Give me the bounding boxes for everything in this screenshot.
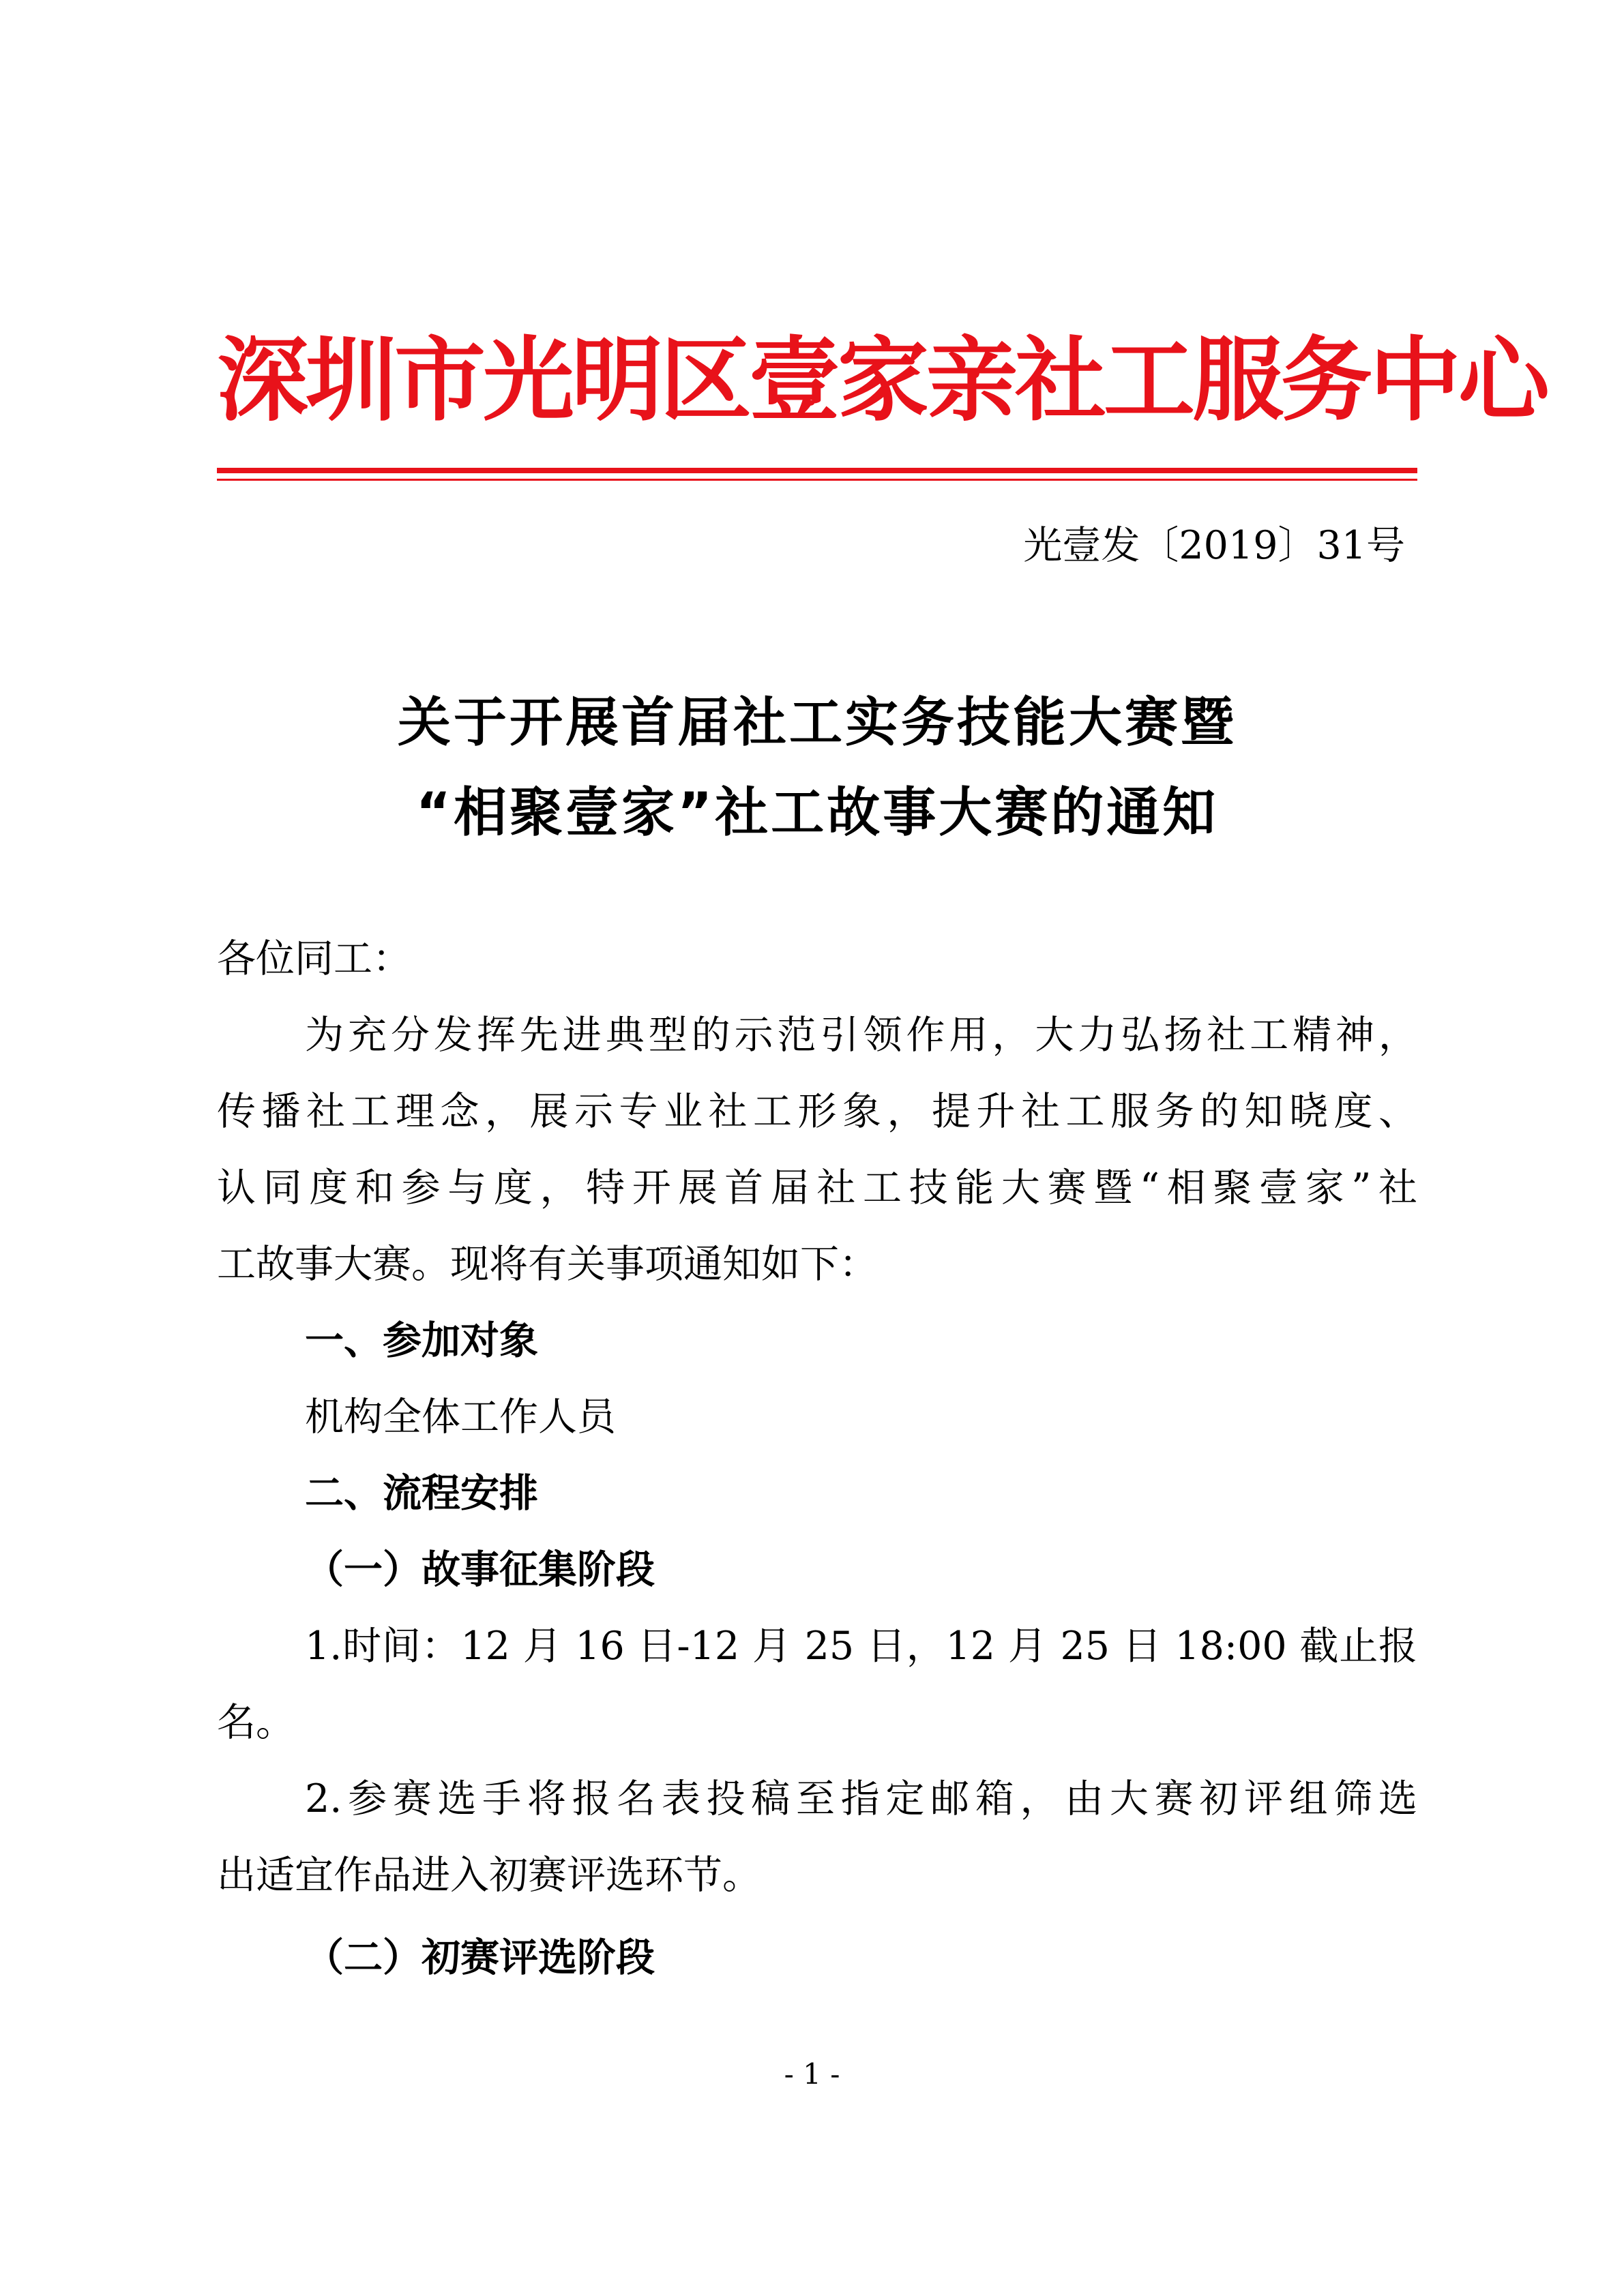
section-heading-schedule: 二、流程安排 — [305, 1471, 538, 1516]
document-title-line-1: 关于开展首届社工实务技能大赛暨 — [397, 692, 1237, 754]
subsection-heading-preliminary-review: （二）初赛评选阶段 — [305, 1935, 655, 1980]
header-red-rule-thin — [217, 479, 1417, 481]
document-number: 光壹发〔2019〕31号 — [1023, 523, 1405, 568]
document-title-line-2: “相聚壹家”社工故事大赛的通知 — [415, 782, 1219, 844]
schedule-item-1-line: 1.时间：12 月 16 日-12 月 25 日，12 月 25 日 18:00 截止报 — [305, 1624, 1417, 1669]
subsection-heading-story-collection: （一）故事征集阶段 — [305, 1547, 655, 1592]
section-heading-participants: 一、参加对象 — [305, 1318, 538, 1363]
section-content-participants: 机构全体工作人员 — [305, 1395, 616, 1440]
salutation: 各位同工： — [217, 936, 411, 981]
intro-paragraph-line: 传播社工理念，展示专业社工形象，提升社工服务的知晓度、 — [217, 1089, 1417, 1134]
schedule-item-2-line: 出适宜作品进入初赛评选环节。 — [217, 1853, 761, 1898]
page-number: - 1 - — [784, 2057, 840, 2091]
header-red-rule-thick — [217, 468, 1417, 473]
intro-paragraph-line: 工故事大赛。现将有关事项通知如下： — [217, 1242, 878, 1287]
intro-paragraph-line: 为充分发挥先进典型的示范引领作用，大力弘扬社工精神， — [305, 1013, 1417, 1058]
organization-header: 深圳市光明区壹家亲社工服务中心 — [217, 326, 1548, 434]
intro-paragraph-line: 认同度和参与度，特开展首届社工技能大赛暨“相聚壹家”社 — [217, 1165, 1417, 1210]
schedule-item-1-line: 名。 — [217, 1700, 295, 1745]
schedule-item-2-line: 2.参赛选手将报名表投稿至指定邮箱，由大赛初评组筛选 — [305, 1776, 1417, 1821]
